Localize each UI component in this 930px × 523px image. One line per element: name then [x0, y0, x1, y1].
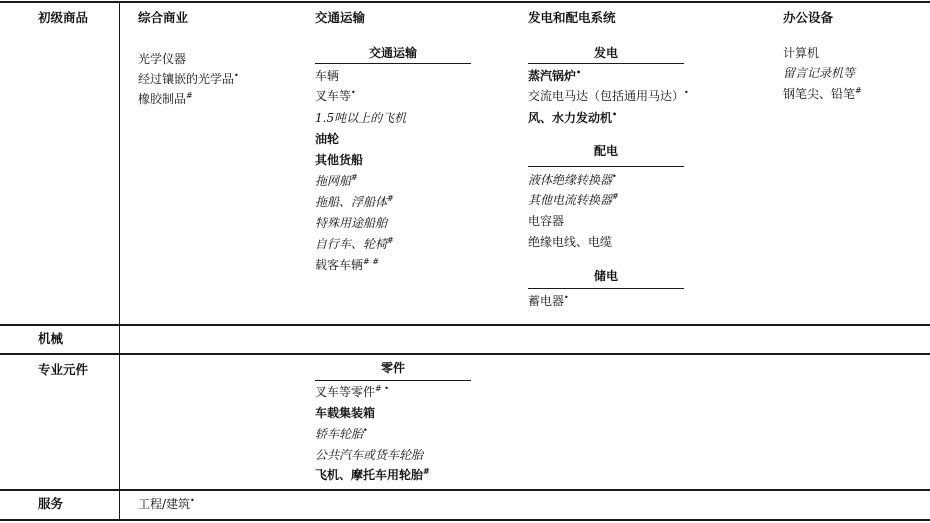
transport-item: 载客车辆# # — [315, 257, 379, 272]
row-label-components: 专业元件 — [38, 362, 89, 377]
transport-item: 油轮 — [315, 132, 340, 146]
header-transport: 交通运输 — [315, 10, 366, 25]
components-subheading-rule — [315, 380, 471, 381]
transport-item: 拖网船# — [315, 173, 358, 188]
distribution-item: 液体绝缘转换器• — [528, 172, 617, 187]
distribution-subheading-rule — [528, 166, 684, 167]
distribution-item: 其他电流转换器# — [528, 192, 619, 207]
office-item: 计算机 — [783, 46, 820, 60]
table-top-rule — [0, 1, 930, 3]
components-subheading: 零件 — [380, 361, 405, 375]
transport-subheading: 交通运输 — [368, 46, 417, 60]
component-item: 公共汽车或货车轮胎 — [315, 448, 424, 462]
storage-subheading-rule — [528, 288, 684, 289]
office-item: 留言记录机等 — [783, 66, 856, 80]
header-power-systems: 发电和配电系统 — [528, 10, 616, 25]
transport-item: 其他货船 — [315, 153, 364, 167]
row-label-services: 服务 — [38, 496, 64, 511]
generation-subheading: 发电 — [593, 46, 618, 60]
generation-item: 交流电马达（包括通用马达）• — [528, 88, 689, 103]
generation-subheading-rule — [528, 63, 684, 64]
transport-item: 车辆 — [315, 69, 340, 83]
component-item: 轿车轮胎• — [315, 426, 368, 441]
transport-item: 叉车等• — [315, 88, 356, 103]
transport-item: 拖船、浮船体# — [315, 194, 394, 209]
header-general-commerce: 综合商业 — [138, 10, 189, 25]
storage-item: 蓄电器• — [528, 293, 569, 308]
office-item: 钢笔尖、铅笔# — [783, 86, 862, 101]
distribution-item: 绝缘电线、电缆 — [528, 235, 613, 249]
general-item: 橡胶制品# — [138, 91, 193, 106]
distribution-subheading: 配电 — [593, 144, 618, 158]
component-item: 车载集装箱 — [315, 406, 376, 420]
generation-item: 风、水力发动机• — [528, 110, 618, 125]
component-item: 飞机、摩托车用轮胎# — [315, 467, 430, 482]
general-item: 经过镶嵌的光学品• — [138, 71, 239, 86]
general-item: 光学仪器 — [138, 52, 187, 66]
rule-above-machinery — [0, 324, 930, 326]
transport-item: 自行车、轮椅# — [315, 236, 394, 251]
distribution-item: 电容器 — [528, 214, 565, 228]
header-office-equipment: 办公设备 — [783, 10, 834, 25]
transport-item: 特殊用途船舶 — [315, 216, 388, 230]
services-item: 工程/建筑• — [138, 496, 195, 511]
header-category: 初级商品 — [38, 10, 89, 25]
table-bottom-rule — [0, 519, 930, 521]
component-item: 叉车等零件# • — [315, 384, 389, 399]
row-label-machinery: 机械 — [38, 331, 64, 346]
rule-above-services — [0, 489, 930, 491]
generation-item: 蒸汽锅炉• — [528, 68, 582, 83]
transport-subheading-rule — [315, 63, 471, 64]
rule-above-components — [0, 353, 930, 355]
column-divider — [119, 2, 120, 521]
storage-subheading: 储电 — [593, 269, 618, 283]
transport-item: 1.5吨以上的飞机 — [315, 111, 407, 125]
